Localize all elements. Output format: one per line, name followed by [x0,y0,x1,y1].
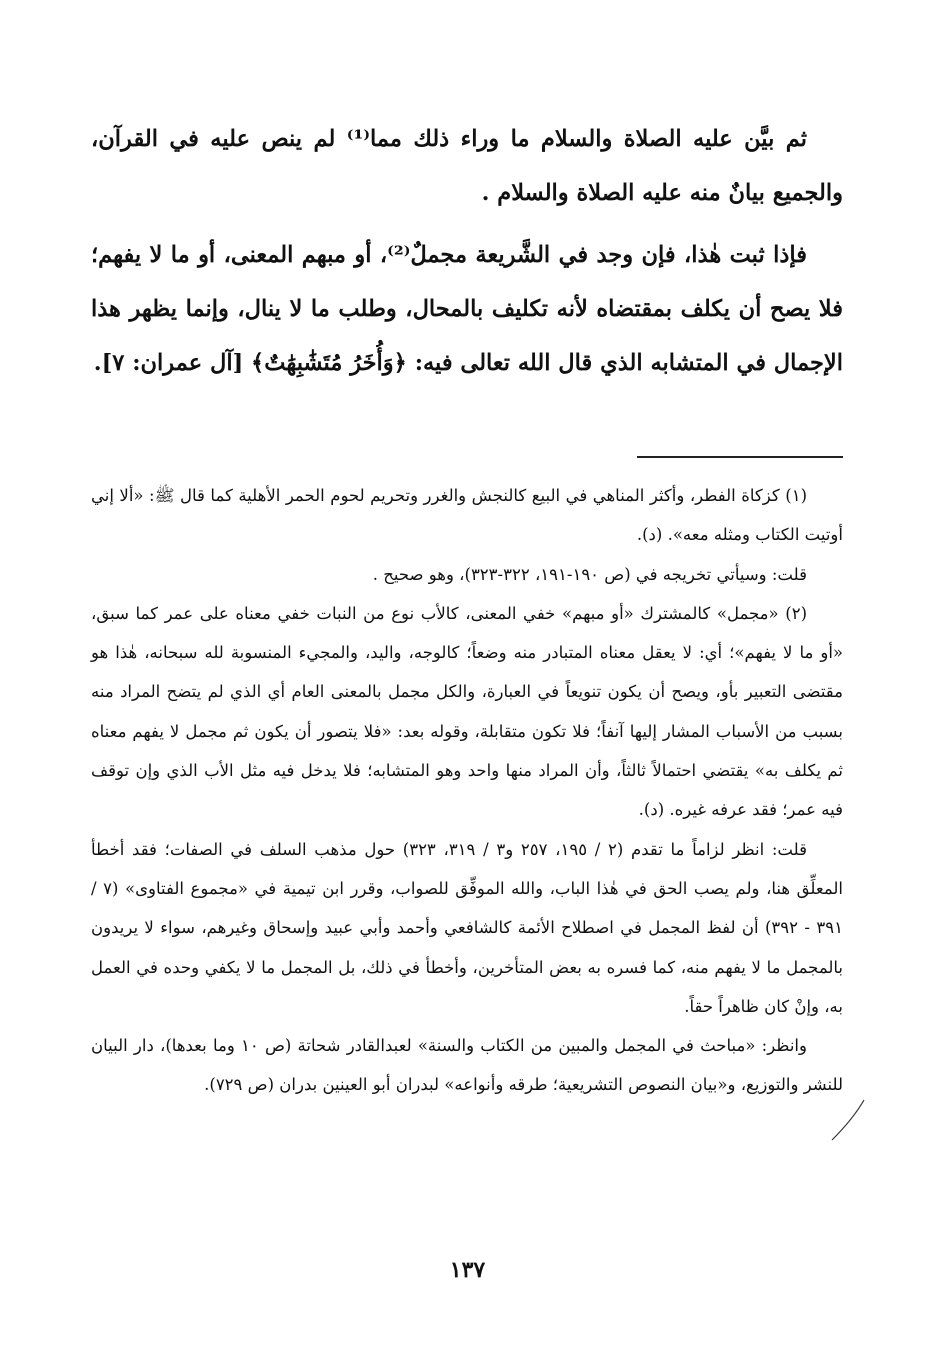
margin-pen-stroke-icon [830,1098,866,1142]
footnote-2-note-2: وانظر: «مباحث في المجمل والمبين من الكتاب والسنة» لعبدالقادر شحاتة (ص ١٠ وما بعدها)، دار البيان للنشر والتوزيع، و«بيان النصوص التشريعية؛ طرقه وأنواعه» لبدران أبو العينين بدران (ص ٧٢٩). [91,1036,843,1095]
main-paragraph-1: ثم بيَّن عليه الصلاة والسلام ما وراء ذلك مما⁽¹⁾ لم ينص عليه في القرآن، والجميع بيانٌ منه عليه الصلاة والسلام . [91,126,843,206]
footnote-2-note-1: قلت: انظر لزاماً ما تقدم (٢ / ١٩٥، ٢٥٧ و٣ / ٣١٩، ٣٢٣) حول مذهب السلف في الصفات؛ فقد أخطأ المعلِّق هنا، ولم يصب الحق في هٰذا الباب، والله الموفِّق للصواب، وقرر ابن تيمية في «مجموع الفتاوى» (٧ / ٣٩١ - ٣٩٢) أن لفظ المجمل في اصطلاح الأئمة كالشافعي وأحمد وأبي عبيد وإسحاق وغيرهم، سواء لا يريدون بالمجمل ما لا يفهم منه، كما فسره به بعض المتأخرين، وأخطأ في ذلك، بل المجمل ما لا يكفي وحده في العمل به، وإنْ كان ظاهراً حقاً. [91,839,843,1016]
footnotes-block [91,476,843,1105]
main-paragraph-2: فإذا ثبت هٰذا، فإن وجد في الشَّريعة مجملٌ⁽²⁾، أو مبهم المعنى، أو ما لا يفهم؛ فلا يصح أن يكلف بمقتضاه لأنه تكليف بالمحال، وطلب ما لا ينال، وإنما يظهر هذا الإجمال في المتشابه الذي قال الله تعالى فيه: ﴿وَأُخَرُ مُتَشَٰبِهَٰتٌ﴾ [آل عمران: ٧]. [91,242,843,376]
footnote-1: (١) كزكاة الفطر، وأكثر المناهي في البيع كالنجش والغرر وتحريم لحوم الحمر الأهلية كما قال ﷺ: «ألا إني أوتيت الكتاب ومثله معه». (د). [91,486,843,545]
page-number: ١٣٧ [449,1257,486,1283]
footnote-2: (٢) «مجمل» كالمشترك «أو مبهم» خفي المعنى، كالأب نوع من النبات خفي معناه على عمر كما سبق، «أو ما لا يفهم»؛ أي: لا يعقل معناه المتبادر منه وضعاً؛ كالوجه، واليد، والمجيء المنسوبة لله سبحانه، هٰذا هو مقتضى التعبير بأو، ويصح أن يكون تنويعاً في العبارة، والكل مجمل بالمعنى العام أي الذي لم يتضح المراد منه بسبب من الأسباب المشار إليها آنفاً؛ فلا تكون متقابلة، وقوله بعد: «فلا يتصور أن يكون ثم مجمل لا يفهم معناه ثم يكلف به» يقتضي احتمالاً ثالثاً، وأن المراد منها واحد وهو المتشابه؛ فلا يدخل فيه مثل الأب الذي وإن توقف فيه عمر؛ فقد عرفه غيره. (د). [91,603,843,820]
footnote-separator [637,456,843,458]
main-text-block [91,112,843,390]
footnote-1-note: قلت: وسيأتي تخريجه في (ص ١٩٠-١٩١، ٣٢٢-٣٢٣)، وهو صحيح . [372,564,807,584]
